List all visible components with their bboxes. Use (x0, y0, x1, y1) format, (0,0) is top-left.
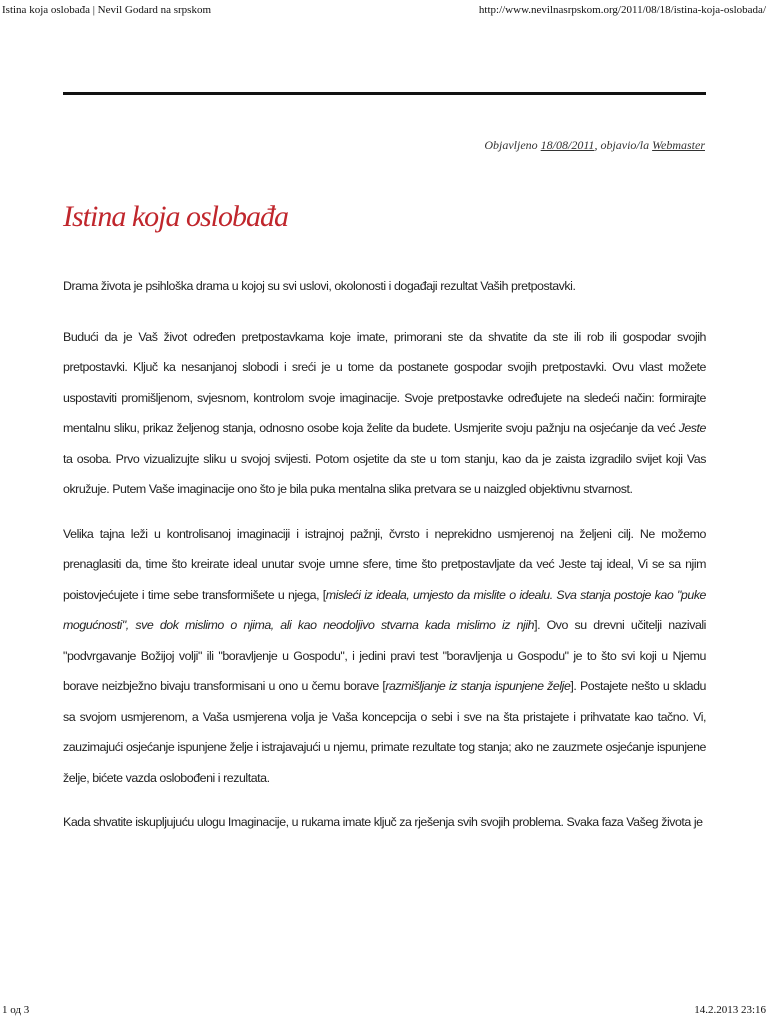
paragraph-4 (63, 807, 706, 838)
paragraph-1-text: Drama života je psihloška drama u kojoj su svi uslovi, okolonosti i događaji rezultat Vaših pretpostavki. (63, 279, 576, 293)
paragraph-2 (63, 322, 706, 505)
print-footer-page-number: 1 од 3 (2, 1004, 30, 1016)
print-header (2, 4, 766, 20)
post-meta-middle: , objavio/la (594, 138, 653, 152)
print-header-title: Istina koja oslobađa | Nevil Godard na srpskom (2, 4, 212, 16)
header-divider (63, 92, 706, 95)
paragraph-3-emphasis-1: misleći iz ideala, umjesto da mislite o idealu. Sva stanja postoje kao "puke mogućnosti", sve dok mislimo o njima, ali kao neodoljivo stvarna kada mislimo iz njih (63, 587, 707, 632)
paragraph-3 (63, 519, 706, 794)
post-author-link[interactable]: Webmaster (652, 138, 705, 152)
print-footer-date: 14.2.2013 23:16 (694, 1004, 766, 1016)
paragraph-1 (63, 271, 706, 302)
paragraph-3-text-a: Velika tajna leži u kontrolisanoj imaginaciji i istrajnoj pažnji, čvrsto i neprekidno usmjerenoj na željeni cilj. Ne možemo prenaglasiti da, time što kreirate ideal unutar svoje umne sfere, time što pretpostavljate da već Jeste taj ideal, Vi se sa njim poistovjećujete i time sebe transformišete u njega, [ (63, 526, 706, 602)
post-date-link[interactable]: 18/08/2011 (540, 138, 595, 152)
print-header-url: http://www.nevilnasrpskom.org/2011/08/18/istina-koja-oslobada/ (478, 4, 766, 16)
paragraph-2-emphasis: Jeste (678, 421, 706, 435)
paragraph-2-text-b: ta osoba. Prvo vizualizujte sliku u svojoj svijesti. Potom osjetite da ste u tom stanju, kao da je zaista izgradilo svijet koji Vas okružuje. Putem Vaše imaginacije ono što je bila puka mentalna slika pretvara se u naizgled objektivnu stvarnost. (63, 451, 706, 496)
paragraph-3-text-c: ]. Postajete nešto u skladu sa svojom usmjerenom, a Vaša usmjerena volja je Vaša koncepcija o sebi i sve na šta pristajete i prihvatate kao tačno. Vi, zauzimajući osjećanje ispunjene želje i istrajavajući u njemu, primate rezultate tog stanja; ako ne zauzmete osjećanje ispunjene želje, bićete vazda oslobođeni i rezultata. (63, 679, 707, 785)
article-content (63, 271, 706, 852)
post-meta (484, 138, 705, 153)
print-footer (2, 1004, 766, 1020)
paragraph-4-text: Kada shvatite iskupljujuću ulogu Imaginacije, u rukama imate ključ za rješenja svih svojih problema. Svaka faza Vašeg života je (63, 815, 703, 829)
article-title: Istina koja oslobađa (63, 200, 288, 233)
paragraph-2-text-a: Budući da je Vaš život određen pretpostavkama koje imate, primorani ste da shvatite da ste ili rob ili gospodar svojih pretpostavki. Ključ ka nesanjanoj slobodi i sreći je u tome da postanete gospodar svojih pretpostavki. Ovu vlast možete uspostaviti promišljenom, svjesnom, kontrolom svoje imaginacije. Svoje pretpostavke određujete na sledeći način: formirajte mentalnu sliku, prikaz željenog stanja, odnosno osobe koja želite da budete. Usmjerite svoju pažnju na osjećanje da već (63, 329, 706, 435)
paragraph-3-emphasis-2: razmišljanje iz stanja ispunjene želje (385, 679, 571, 693)
paragraph-3-text-b: ]. Ovo su drevni učitelji nazivali "podvrgavanje Božijoj volji" ili "boravljenje u Gospodu", i jedini pravi test "boravljenja u Gospodu" je to što svi koji u Njemu borave neizbježno bivaju transformisani u ono u čemu borave [ (63, 618, 706, 693)
post-meta-prefix: Objavljeno (484, 138, 541, 152)
